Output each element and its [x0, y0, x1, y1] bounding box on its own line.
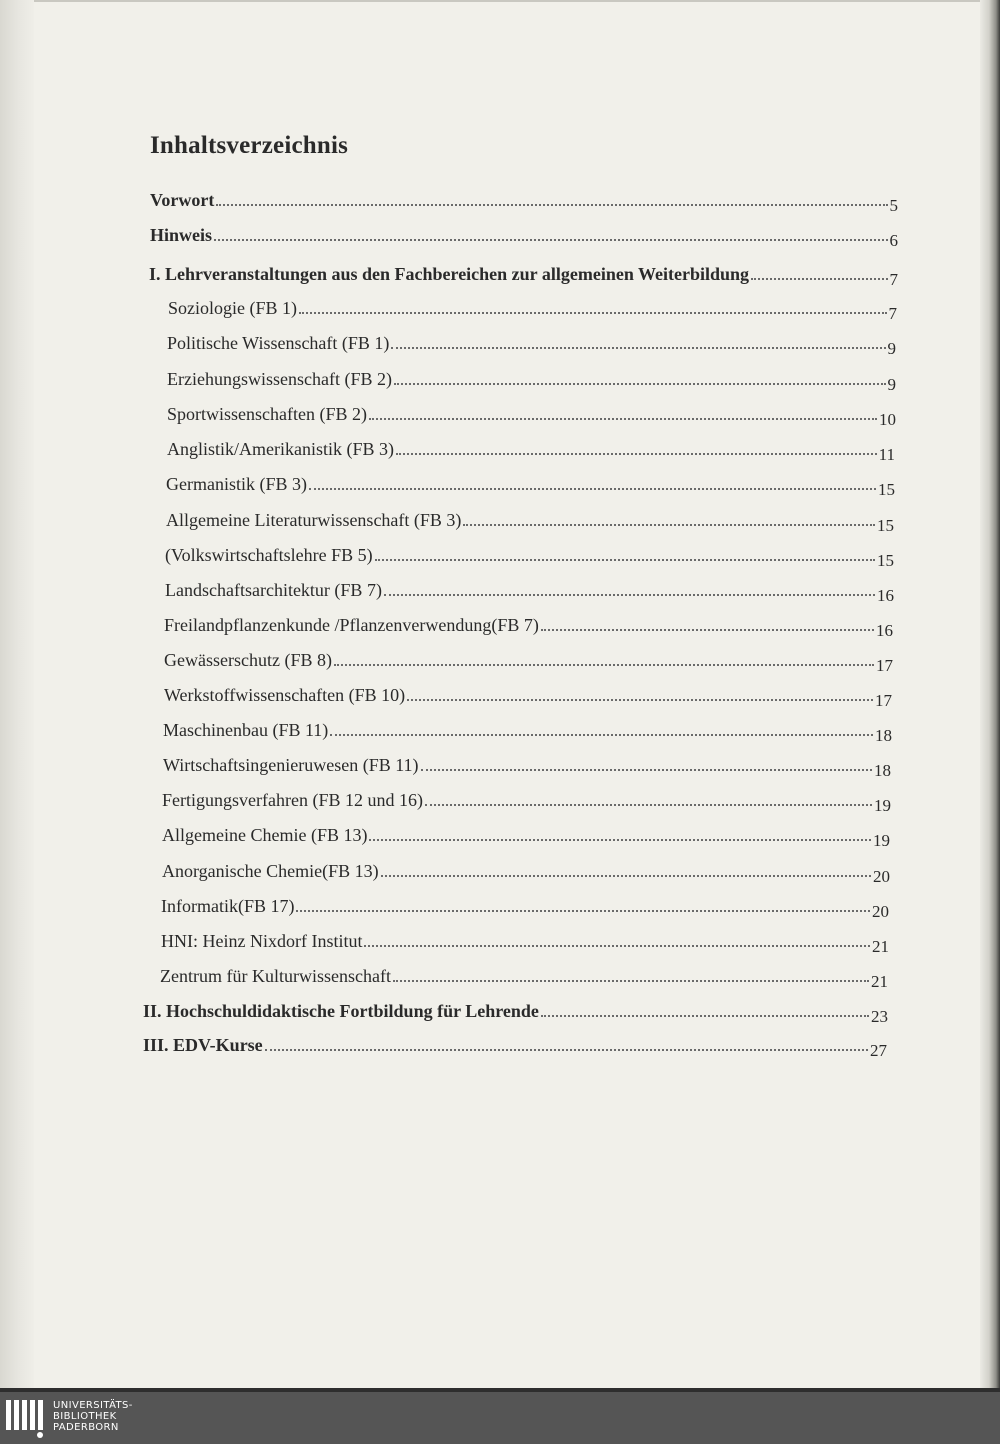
dot-leader: [364, 945, 870, 947]
toc-entry-page-number: 9: [887, 375, 896, 394]
toc-entry-label: Landschaftsarchitektur (FB 7): [165, 580, 382, 600]
dot-leader: [393, 980, 869, 982]
dot-leader: [381, 875, 871, 877]
toc-entry-page-number: 19: [873, 831, 890, 850]
library-name-line: BIBLIOTHEK: [53, 1411, 117, 1422]
toc-entry: [167, 330, 896, 358]
toc-entry-label: HNI: Heinz Nixdorf Institut: [161, 931, 363, 951]
page-title: Inhaltsverzeichnis: [150, 132, 349, 159]
toc-entry-label: Politische Wissenschaft (FB 1): [167, 333, 390, 353]
toc-entry-page-number: 19: [874, 796, 891, 815]
dot-leader: [394, 383, 886, 385]
toc-entry-label: Fertigungsverfahren (FB 12 und 16): [162, 790, 423, 810]
toc-entry-page-number: 20: [872, 902, 889, 921]
toc-entry-page-number: 5: [889, 196, 898, 215]
toc-entry-page-number: 7: [888, 304, 897, 323]
toc-entry: [165, 542, 894, 570]
toc-entry-page-number: 20: [873, 867, 890, 886]
library-name-line: UNIVERSITÄTS-: [53, 1400, 133, 1411]
toc-entry-page-number: 27: [870, 1041, 887, 1060]
dot-leader: [296, 910, 870, 912]
toc-entry-label: Zentrum für Kulturwissenschaft: [160, 966, 391, 986]
dot-leader: [369, 839, 871, 841]
toc-entry: [143, 1032, 887, 1060]
toc-entry-label: Erziehungswissenschaft (FB 2): [167, 369, 392, 389]
toc-entry: [161, 928, 889, 956]
toc-entry: [164, 647, 893, 675]
toc-entry: [166, 507, 894, 535]
dot-leader: [463, 524, 875, 526]
dot-leader: [751, 278, 887, 280]
toc-entry-label: Anglistik/Amerikanistik (FB 3): [167, 439, 394, 459]
toc-entry: [164, 612, 893, 640]
toc-entry: [165, 577, 894, 605]
dot-leader: [375, 559, 875, 561]
toc-entry-page-number: 15: [877, 516, 894, 535]
toc-entry: [143, 998, 888, 1026]
dot-leader: [330, 734, 873, 736]
toc-entry-label: Wirtschaftsingenieruwesen (FB 11): [163, 755, 419, 775]
toc-entry-label: Germanistik (FB 3): [166, 474, 307, 494]
toc-entry-label: III. EDV-Kurse: [143, 1035, 263, 1055]
toc-entry: [166, 471, 895, 499]
toc-entry-page-number: 21: [871, 972, 888, 991]
dot-leader: [214, 239, 887, 241]
toc-entry: [150, 222, 898, 250]
toc-entry-label: Maschinenbau (FB 11): [163, 720, 329, 740]
toc-entry-page-number: 15: [877, 551, 894, 570]
toc-entry-label: Soziologie (FB 1): [168, 298, 297, 318]
library-name: [53, 1400, 133, 1433]
library-barcode-logo-icon: [6, 1400, 48, 1436]
toc-entry-label: Sportwissenschaften (FB 2): [167, 404, 367, 424]
toc-entry-page-number: 17: [876, 656, 893, 675]
toc-entry-page-number: 9: [887, 339, 896, 358]
toc-entry-page-number: 6: [889, 231, 898, 250]
dot-leader: [299, 312, 887, 314]
toc-entry: [161, 893, 889, 921]
page-top-edge: [34, 0, 980, 2]
toc-entry-page-number: 7: [889, 270, 898, 289]
toc-entry-label: Informatik(FB 17): [161, 896, 295, 916]
dot-leader: [309, 488, 876, 490]
toc-entry: [162, 787, 891, 815]
toc-entry: [162, 822, 890, 850]
toc-entry-label: (Volkswirtschaftslehre FB 5): [165, 545, 373, 565]
dot-leader: [407, 699, 873, 701]
toc-entry: [167, 401, 896, 429]
dot-leader: [384, 594, 875, 596]
dot-leader: [541, 629, 874, 631]
toc-entry-label: Vorwort: [150, 190, 215, 210]
toc-entry-page-number: 10: [879, 410, 896, 429]
toc-entry-page-number: 16: [876, 621, 893, 640]
dot-leader: [391, 347, 885, 349]
toc-entry-page-number: 21: [872, 937, 889, 956]
toc-entry-label: Allgemeine Literaturwissenschaft (FB 3): [166, 510, 462, 530]
dot-leader: [541, 1015, 869, 1017]
toc-entry-label: Gewässerschutz (FB 8): [164, 650, 332, 670]
toc-entry-label: Allgemeine Chemie (FB 13): [162, 825, 368, 845]
dot-leader: [369, 418, 877, 420]
toc-entry: [162, 858, 890, 886]
toc-entry-label: Freilandpflanzenkunde /Pflanzenverwendung(FB 7): [164, 615, 539, 635]
dot-leader: [425, 804, 872, 806]
library-footer: [0, 1392, 1000, 1444]
toc-entry: [167, 436, 895, 464]
toc-entry-page-number: 23: [871, 1007, 888, 1026]
toc-entry: [168, 295, 897, 323]
toc-entry-page-number: 18: [874, 761, 891, 780]
toc-entry-label: II. Hochschuldidaktische Fortbildung für Lehrende: [143, 1001, 539, 1021]
toc-entry: [163, 752, 891, 780]
page-right-edge: [980, 0, 1000, 1392]
dot-leader: [265, 1049, 868, 1051]
dot-leader: [396, 453, 877, 455]
toc-entry-label: Anorganische Chemie(FB 13): [162, 861, 379, 881]
library-name-line: PADERBORN: [53, 1422, 119, 1433]
toc-entry-page-number: 17: [875, 691, 892, 710]
toc-entry: [164, 682, 892, 710]
toc-entry: [150, 187, 898, 215]
toc-entry-page-number: 15: [878, 480, 895, 499]
toc-entry: [160, 963, 888, 991]
toc-entry: [149, 261, 898, 289]
toc-entry: [163, 717, 892, 745]
dot-leader: [421, 769, 872, 771]
dot-leader: [334, 664, 874, 666]
page-gutter: [0, 0, 34, 1392]
toc-entry-label: Hinweis: [150, 225, 213, 245]
toc-entry-label: Werkstoffwissenschaften (FB 10): [164, 685, 406, 705]
dot-leader: [216, 204, 887, 206]
toc-entry-page-number: 18: [875, 726, 892, 745]
toc-entry-page-number: 11: [878, 445, 895, 464]
toc-entry: [167, 366, 896, 394]
toc-entry-page-number: 16: [877, 586, 894, 605]
toc-entry-label: I. Lehrveranstaltungen aus den Fachbereichen zur allgemeinen Weiterbildung: [149, 264, 750, 284]
